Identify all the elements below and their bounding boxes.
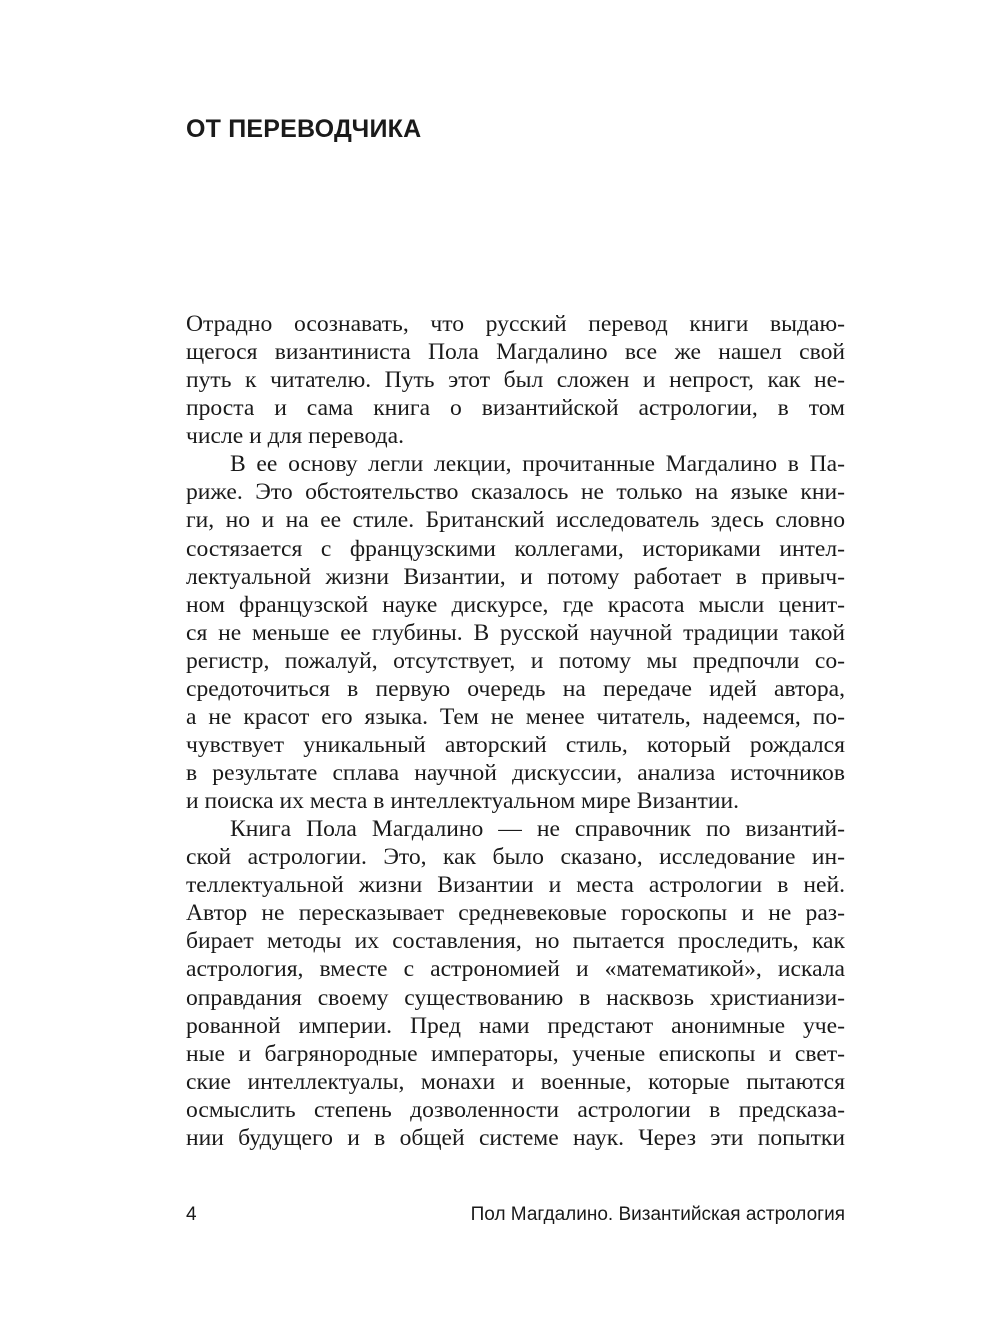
text-line: рованной империи. Пред нами предстают анонимные уче- <box>186 1012 845 1039</box>
text-line: путь к читателю. Путь этот был сложен и непрост, как не- <box>186 367 845 394</box>
paragraph-2 <box>186 450 845 815</box>
text-line: астрология, вместе с астрономией и «математикой», искала <box>186 956 845 983</box>
text-line: а не красот его языка. Тем не менее читатель, надеемся, по- <box>186 703 845 730</box>
text-line: Отрадно осознавать, что русский перевод книги выдаю- <box>186 311 845 337</box>
text-line: оправдания своему существованию в насквозь христианизи- <box>186 984 845 1011</box>
text-line: Автор не пересказывает средневековые гороскопы и не раз- <box>186 900 845 927</box>
text-line: бирает методы их составления, но пытается проследить, как <box>186 928 845 955</box>
text-line: ги, но и на ее стиле. Британский исследователь здесь словно <box>186 507 845 534</box>
paragraph-3 <box>186 815 845 1152</box>
text-line: в результате сплава научной дискуссии, анализа источников <box>186 760 845 786</box>
text-line: состязается с французскими коллегами, историками интел- <box>186 535 845 562</box>
page-footer <box>186 1200 845 1230</box>
text-line: осмыслить степень дозволенности астрологии в предсказа- <box>186 1096 845 1123</box>
body-text <box>186 310 845 1152</box>
text-line: ся не меньше ее глубины. В русской научной традиции такой <box>186 619 845 646</box>
text-line: и поиска их места в интеллектуальном мире Византии. <box>186 788 739 815</box>
running-title: Пол Магдалино. Византийская астрология <box>470 1204 845 1225</box>
page-number: 4 <box>186 1204 197 1225</box>
text-line: регистр, пожалуй, отсутствует, и потому мы предпочли со- <box>186 647 845 674</box>
text-line: числе и для перевода. <box>186 423 405 450</box>
text-line: ные и багрянородные императоры, ученые епископы и свет- <box>186 1040 845 1067</box>
text-line: щегося византиниста Пола Магдалино все же нашел свой <box>186 339 845 366</box>
text-line: нии будущего и в общей системе наук. Через эти попытки <box>186 1124 845 1151</box>
text-line: В ее основу легли лекции, прочитанные Магдалино в Па- <box>230 451 845 478</box>
text-line: ской астрологии. Это, как было сказано, исследование ин- <box>186 844 845 871</box>
text-line: чувствует уникальный авторский стиль, который рождался <box>186 731 845 758</box>
text-line: ном французской науке дискурсе, где красота мысли ценит- <box>186 591 845 618</box>
text-line: средоточиться в первую очередь на передаче идей автора, <box>186 675 845 702</box>
text-line: риже. Это обстоятельство сказалось не только на языке кни- <box>186 479 845 506</box>
text-line: теллектуальной жизни Византии и места астрологии в ней. <box>186 872 845 899</box>
text-line: Книга Пола Магдалино — не справочник по византий- <box>230 816 845 843</box>
text-line: лектуальной жизни Византии, и потому работает в привыч- <box>186 563 845 590</box>
text-line: проста и сама книга о византийской астрологии, в том <box>186 395 845 422</box>
paragraph-1 <box>186 310 845 450</box>
text-line: ские интеллектуалы, монахи и военные, которые пытаются <box>186 1068 845 1095</box>
chapter-heading: ОТ ПЕРЕВОДЧИКА <box>186 115 422 143</box>
